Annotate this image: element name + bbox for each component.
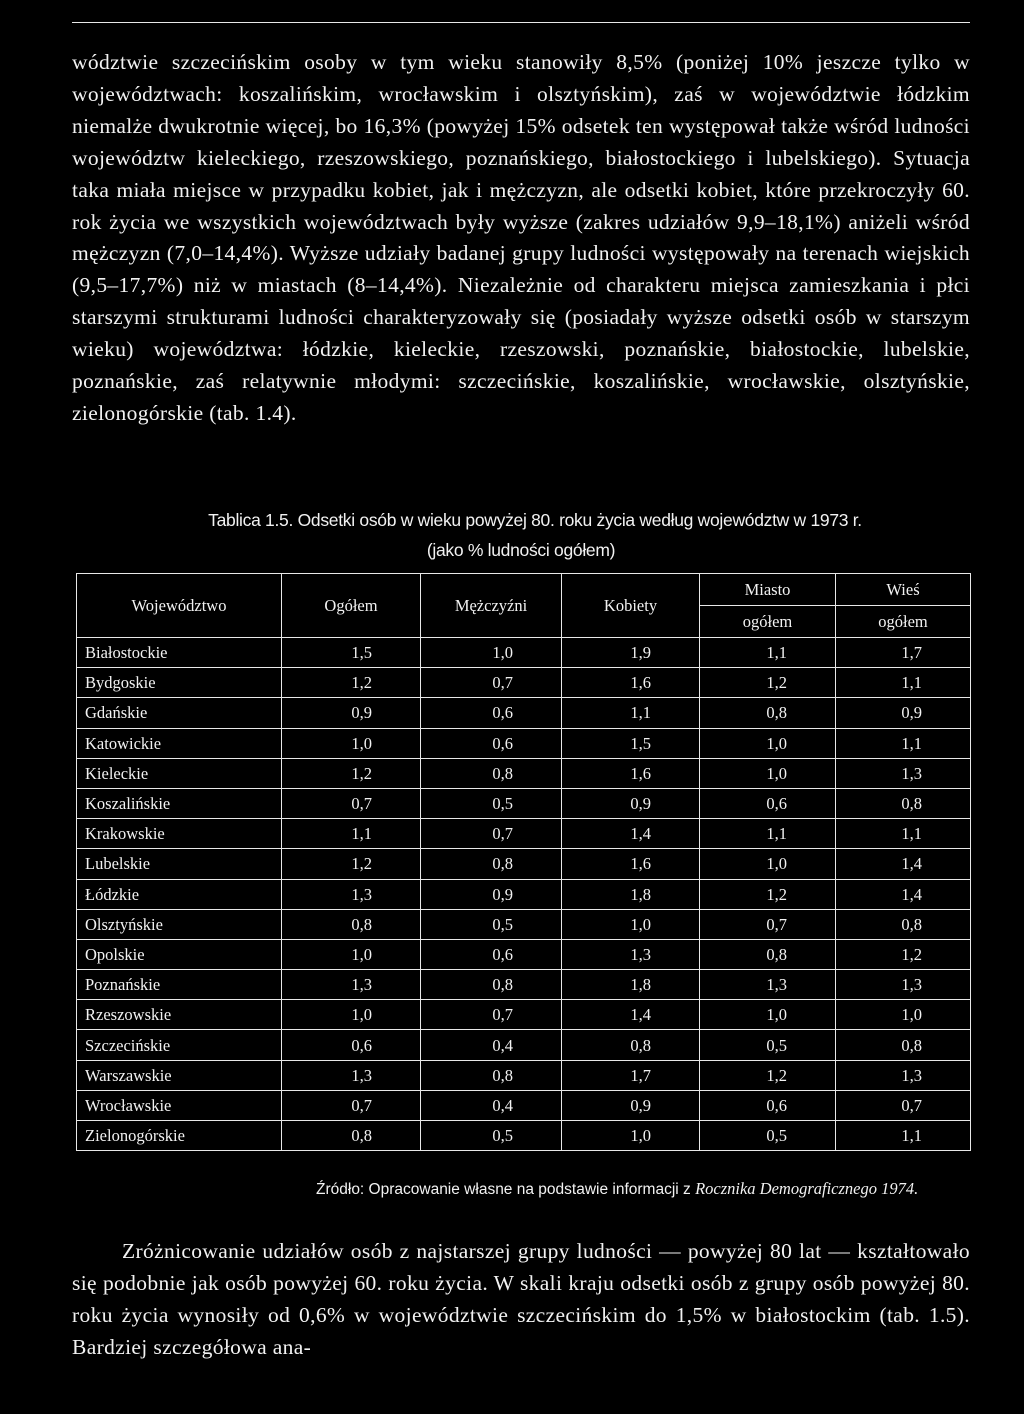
cell-wojewodztwo: Lubelskie — [77, 849, 282, 879]
cell-value: 1,1 — [700, 638, 836, 668]
cell-value: 0,8 — [836, 1030, 971, 1060]
cell-wojewodztwo: Zielonogórskie — [77, 1121, 282, 1151]
cell-value: 1,6 — [562, 849, 700, 879]
table-row — [77, 668, 971, 698]
header-miasto-ogolem: ogółem — [700, 606, 836, 638]
cell-value: 1,3 — [836, 970, 971, 1000]
cell-wojewodztwo: Olsztyńskie — [77, 909, 282, 939]
cell-value: 0,6 — [282, 1030, 421, 1060]
table-row — [77, 1000, 971, 1030]
cell-value: 0,7 — [282, 1090, 421, 1120]
header-wies-ogolem: ogółem — [836, 606, 971, 638]
cell-value: 1,2 — [700, 879, 836, 909]
cell-value: 0,8 — [421, 970, 562, 1000]
table-row — [77, 879, 971, 909]
cell-value: 0,5 — [421, 788, 562, 818]
cell-wojewodztwo: Szczecińskie — [77, 1030, 282, 1060]
source-prefix: Źródło: Opracowanie własne na podstawie informacji z — [316, 1181, 696, 1198]
cell-value: 0,9 — [836, 698, 971, 728]
cell-value: 0,4 — [421, 1030, 562, 1060]
header-kobiety: Kobiety — [562, 574, 700, 638]
cell-wojewodztwo: Kieleckie — [77, 758, 282, 788]
table-row — [77, 1030, 971, 1060]
cell-value: 0,7 — [421, 1000, 562, 1030]
cell-value: 1,1 — [562, 698, 700, 728]
table-row — [77, 698, 971, 728]
cell-value: 1,2 — [836, 939, 971, 969]
cell-value: 1,4 — [562, 819, 700, 849]
cell-value: 0,7 — [700, 909, 836, 939]
cell-value: 1,2 — [282, 758, 421, 788]
cell-value: 1,0 — [421, 638, 562, 668]
cell-value: 1,5 — [282, 638, 421, 668]
cell-value: 0,6 — [421, 939, 562, 969]
cell-value: 1,0 — [700, 849, 836, 879]
cell-value: 0,5 — [700, 1030, 836, 1060]
header-ogolem: Ogółem — [282, 574, 421, 638]
cell-value: 1,0 — [836, 1000, 971, 1030]
cell-value: 1,7 — [836, 638, 971, 668]
source-note — [316, 1178, 918, 1201]
table-row — [77, 970, 971, 1000]
cell-value: 0,6 — [700, 788, 836, 818]
cell-value: 1,4 — [562, 1000, 700, 1030]
table-header-row — [77, 574, 971, 606]
cell-wojewodztwo: Białostockie — [77, 638, 282, 668]
cell-value: 0,7 — [282, 788, 421, 818]
paragraph-bottom: Zróżnicowanie udziałów osób z najstarszej grupy ludności — powyżej 80 lat — kształtowało się podobnie jak osób powyżej 60. roku życia. W skali kraju odsetki osób z grupy osób powyżej 80. roku życia wynosiły od 0,6% w województwie szczecińskim do 1,5% w białostockim (tab. 1.5). Bardziej szczegółowa ana- — [72, 1239, 970, 1359]
cell-value: 1,2 — [700, 1060, 836, 1090]
cell-value: 0,7 — [421, 668, 562, 698]
cell-value: 1,0 — [562, 909, 700, 939]
table-body — [77, 638, 971, 1151]
cell-wojewodztwo: Bydgoskie — [77, 668, 282, 698]
cell-value: 1,5 — [562, 728, 700, 758]
cell-value: 0,9 — [282, 698, 421, 728]
cell-wojewodztwo: Wrocławskie — [77, 1090, 282, 1120]
cell-value: 1,6 — [562, 668, 700, 698]
cell-value: 0,7 — [421, 819, 562, 849]
cell-wojewodztwo: Opolskie — [77, 939, 282, 969]
cell-value: 0,8 — [836, 788, 971, 818]
cell-value: 1,3 — [836, 758, 971, 788]
cell-wojewodztwo: Poznańskie — [77, 970, 282, 1000]
cell-value: 0,5 — [421, 909, 562, 939]
cell-value: 1,2 — [700, 668, 836, 698]
table-row — [77, 1060, 971, 1090]
cell-value: 1,1 — [836, 728, 971, 758]
cell-value: 1,8 — [562, 879, 700, 909]
cell-value: 1,0 — [700, 1000, 836, 1030]
cell-value: 0,8 — [421, 849, 562, 879]
cell-value: 1,7 — [562, 1060, 700, 1090]
cell-value: 1,4 — [836, 879, 971, 909]
cell-value: 1,1 — [282, 819, 421, 849]
cell-value: 1,3 — [282, 1060, 421, 1090]
cell-value: 0,8 — [282, 1121, 421, 1151]
cell-value: 1,0 — [282, 728, 421, 758]
cell-value: 1,0 — [282, 1000, 421, 1030]
cell-value: 1,2 — [282, 849, 421, 879]
cell-value: 0,7 — [836, 1090, 971, 1120]
cell-value: 1,4 — [836, 849, 971, 879]
cell-value: 1,3 — [836, 1060, 971, 1090]
cell-value: 0,9 — [421, 879, 562, 909]
cell-wojewodztwo: Warszawskie — [77, 1060, 282, 1090]
header-wies: Wieś — [836, 574, 971, 606]
table-row — [77, 909, 971, 939]
table-caption-subtitle: (jako % ludności ogółem) — [426, 540, 616, 560]
cell-value: 1,3 — [562, 939, 700, 969]
table-caption-title: Tablica 1.5. Odsetki osób w wieku powyżej 80. roku życia według województw w 1973 r. — [208, 510, 862, 530]
cell-value: 1,6 — [562, 758, 700, 788]
cell-value: 0,6 — [700, 1090, 836, 1120]
cell-value: 0,6 — [421, 728, 562, 758]
cell-value: 0,8 — [700, 698, 836, 728]
cell-value: 1,0 — [700, 728, 836, 758]
header-miasto: Miasto — [700, 574, 836, 606]
cell-wojewodztwo: Koszalińskie — [77, 788, 282, 818]
cell-value: 0,8 — [836, 909, 971, 939]
table-row — [77, 939, 971, 969]
cell-value: 0,5 — [700, 1121, 836, 1151]
source-title: Rocznika Demograficznego 1974. — [695, 1179, 919, 1198]
cell-value: 1,1 — [836, 1121, 971, 1151]
table-row — [77, 819, 971, 849]
table-row — [77, 788, 971, 818]
header-wojewodztwo: Województwo — [77, 574, 282, 638]
table-row — [77, 758, 971, 788]
cell-value: 0,8 — [562, 1030, 700, 1060]
cell-value: 0,6 — [421, 698, 562, 728]
cell-value: 1,2 — [282, 668, 421, 698]
cell-value: 1,3 — [282, 879, 421, 909]
cell-value: 1,0 — [700, 758, 836, 788]
cell-value: 1,9 — [562, 638, 700, 668]
table-row — [77, 1090, 971, 1120]
cell-value: 0,8 — [421, 758, 562, 788]
table-row — [77, 728, 971, 758]
cell-wojewodztwo: Gdańskie — [77, 698, 282, 728]
cell-value: 1,1 — [836, 819, 971, 849]
cell-wojewodztwo: Krakowskie — [77, 819, 282, 849]
cell-value: 0,8 — [700, 939, 836, 969]
cell-value: 1,1 — [836, 668, 971, 698]
cell-value: 0,5 — [421, 1121, 562, 1151]
cell-value: 1,1 — [700, 819, 836, 849]
cell-value: 0,9 — [562, 1090, 700, 1120]
table-row — [77, 1121, 971, 1151]
cell-wojewodztwo: Rzeszowskie — [77, 1000, 282, 1030]
cell-value: 0,8 — [282, 909, 421, 939]
data-table — [76, 573, 971, 1151]
cell-value: 1,0 — [562, 1121, 700, 1151]
cell-wojewodztwo: Katowickie — [77, 728, 282, 758]
cell-value: 0,9 — [562, 788, 700, 818]
cell-wojewodztwo: Łódzkie — [77, 879, 282, 909]
paragraph-top: wództwie szczecińskim osoby w tym wieku stanowiły 8,5% (poniżej 10% jeszcze tylko w województwach: koszalińskim, wrocławskim i olsztyńskim), zaś w województwie łódzkim niemalże dwukrotnie więcej, bo 16,3% (powyżej 15% odsetek ten występował także wśród ludności województw kieleckiego, rzeszowskiego, poznańskiego, białostockiego i lubelskiego). Sytuacja taka miała miejsce w przypadku kobiet, jak i mężczyzn, ale odsetki kobiet, które przekroczyły 60. rok życia we wszystkich województwach były wyższe (zakres udziałów 9,9–18,1%) aniżeli wśród mężczyzn (7,0–14,4%). Wyższe udziały badanej grupy ludności występowały na terenach wiejskich (9,5–17,7%) niż w miastach (8–14,4%). Niezależnie od charakteru miejsca zamieszkania i płci starszymi strukturami ludności charakteryzowały się (posiadały wyższe odsetki osób w starszym wieku) województwa: łódzkie, kieleckie, rzeszowski, poznańskie, białostockie, lubelskie, poznańskie, zaś relatywnie młodymi: szczecińskie, koszalińskie, wrocławskie, olsztyńskie, zielonogórskie (tab. 1.4). — [72, 50, 970, 425]
cell-value: 1,0 — [282, 939, 421, 969]
header-mezczyzni: Mężczyźni — [421, 574, 562, 638]
cell-value: 1,3 — [282, 970, 421, 1000]
cell-value: 0,4 — [421, 1090, 562, 1120]
cell-value: 1,8 — [562, 970, 700, 1000]
top-rule — [72, 22, 970, 23]
cell-value: 1,3 — [700, 970, 836, 1000]
table-row — [77, 638, 971, 668]
cell-value: 0,8 — [421, 1060, 562, 1090]
table-row — [77, 849, 971, 879]
